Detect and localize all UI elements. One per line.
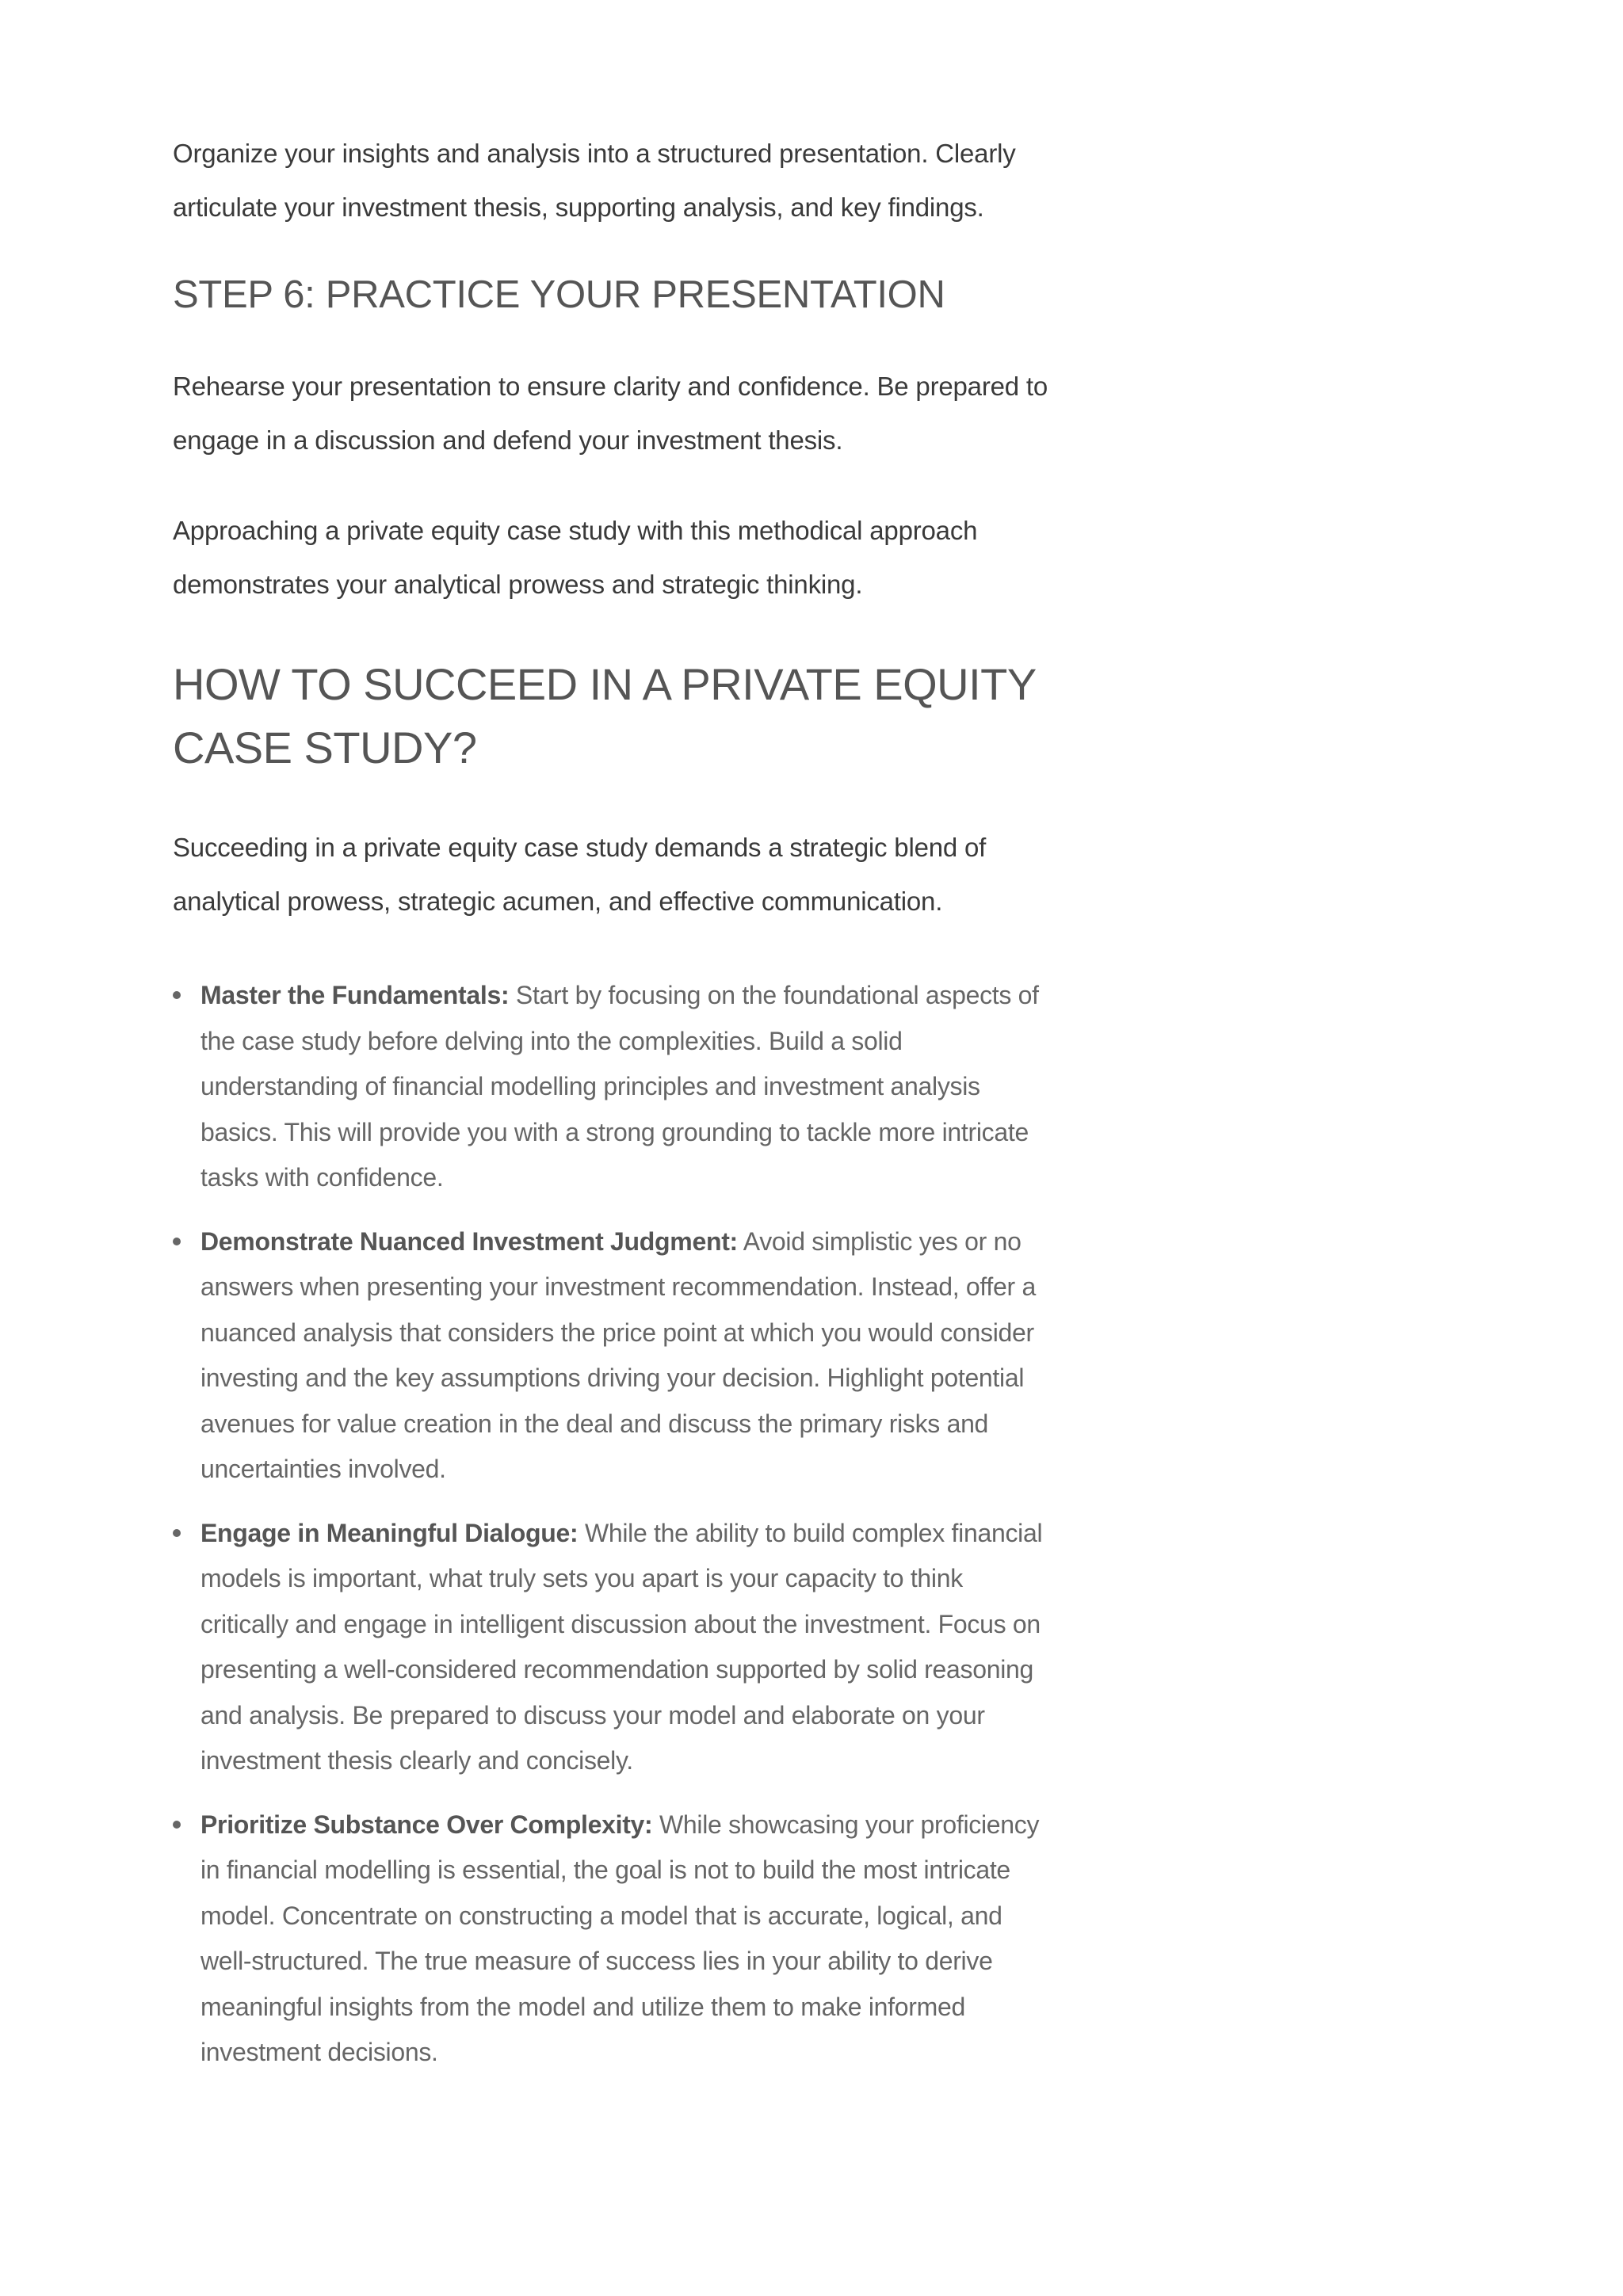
tips-list: [173, 973, 1052, 2076]
tip-title: Demonstrate Nuanced Investment Judgment:: [200, 1226, 738, 1256]
list-item: [173, 1219, 1052, 1493]
bullet-icon: [173, 1238, 181, 1245]
tip-text: Avoid simplistic yes or no answers when presenting your investment recommendation. Instead, offer a nuanced analysis that considers the price point at which you would consider investing and the key assumptions driving your decision. Highlight potential avenues for value creation in the deal and discuss the primary risks and uncertainties involved.: [200, 1226, 1036, 1483]
bullet-icon: [173, 991, 181, 999]
document-page: [173, 127, 1052, 2094]
success-intro-paragraph: Succeeding in a private equity case study demands a strategic blend of analytical prowess, strategic acumen, and effective communication.: [173, 833, 987, 916]
tip-text: Start by focusing on the foundational aspects of the case study before delving into the complexities. Build a solid understanding of financial modelling principles and investment analysis basics. This will provide you with a strong grounding to tackle more intricate tasks with confidence.: [200, 981, 1039, 1192]
step6-paragraph-1: Rehearse your presentation to ensure clarity and confidence. Be prepared to engage in a discussion and defend your investment thesis.: [173, 372, 1048, 455]
success-heading: HOW TO SUCCEED IN A PRIVATE EQUITY CASE STUDY?: [173, 659, 1036, 772]
step6-heading: STEP 6: PRACTICE YOUR PRESENTATION: [173, 273, 945, 316]
step6-paragraph-2: Approaching a private equity case study with this methodical approach demonstrates your analytical prowess and strategic thinking.: [173, 516, 978, 599]
intro-paragraph: Organize your insights and analysis into a structured presentation. Clearly articulate your investment thesis, supporting analysis, and key findings.: [173, 139, 1016, 222]
tip-text: While showcasing your proficiency in financial modelling is essential, the goal is not to build the most intricate model. Concentrate on constructing a model that is accurate, logical, and well-structured. The true measure of success lies in your ability to derive meaningful insights from the model and utilize them to make informed investment decisions.: [200, 1810, 1040, 2066]
list-item: [173, 1802, 1052, 2076]
list-item: [173, 1511, 1052, 1784]
tip-title: Master the Fundamentals:: [200, 981, 510, 1009]
tip-title: Prioritize Substance Over Complexity:: [200, 1810, 653, 1839]
tip-title: Engage in Meaningful Dialogue:: [200, 1518, 579, 1547]
tip-text: While the ability to build complex financial models is important, what truly sets you apart is your capacity to think critically and engage in intelligent discussion about the investment. Focus on presenting a well-considered recommendation supported by solid reasoning and analysis. Be prepared to discuss your model and elaborate on your investment thesis clearly and concisely.: [200, 1518, 1043, 1775]
bullet-icon: [173, 1529, 181, 1537]
bullet-icon: [173, 1821, 181, 1829]
list-item: [173, 973, 1052, 1201]
